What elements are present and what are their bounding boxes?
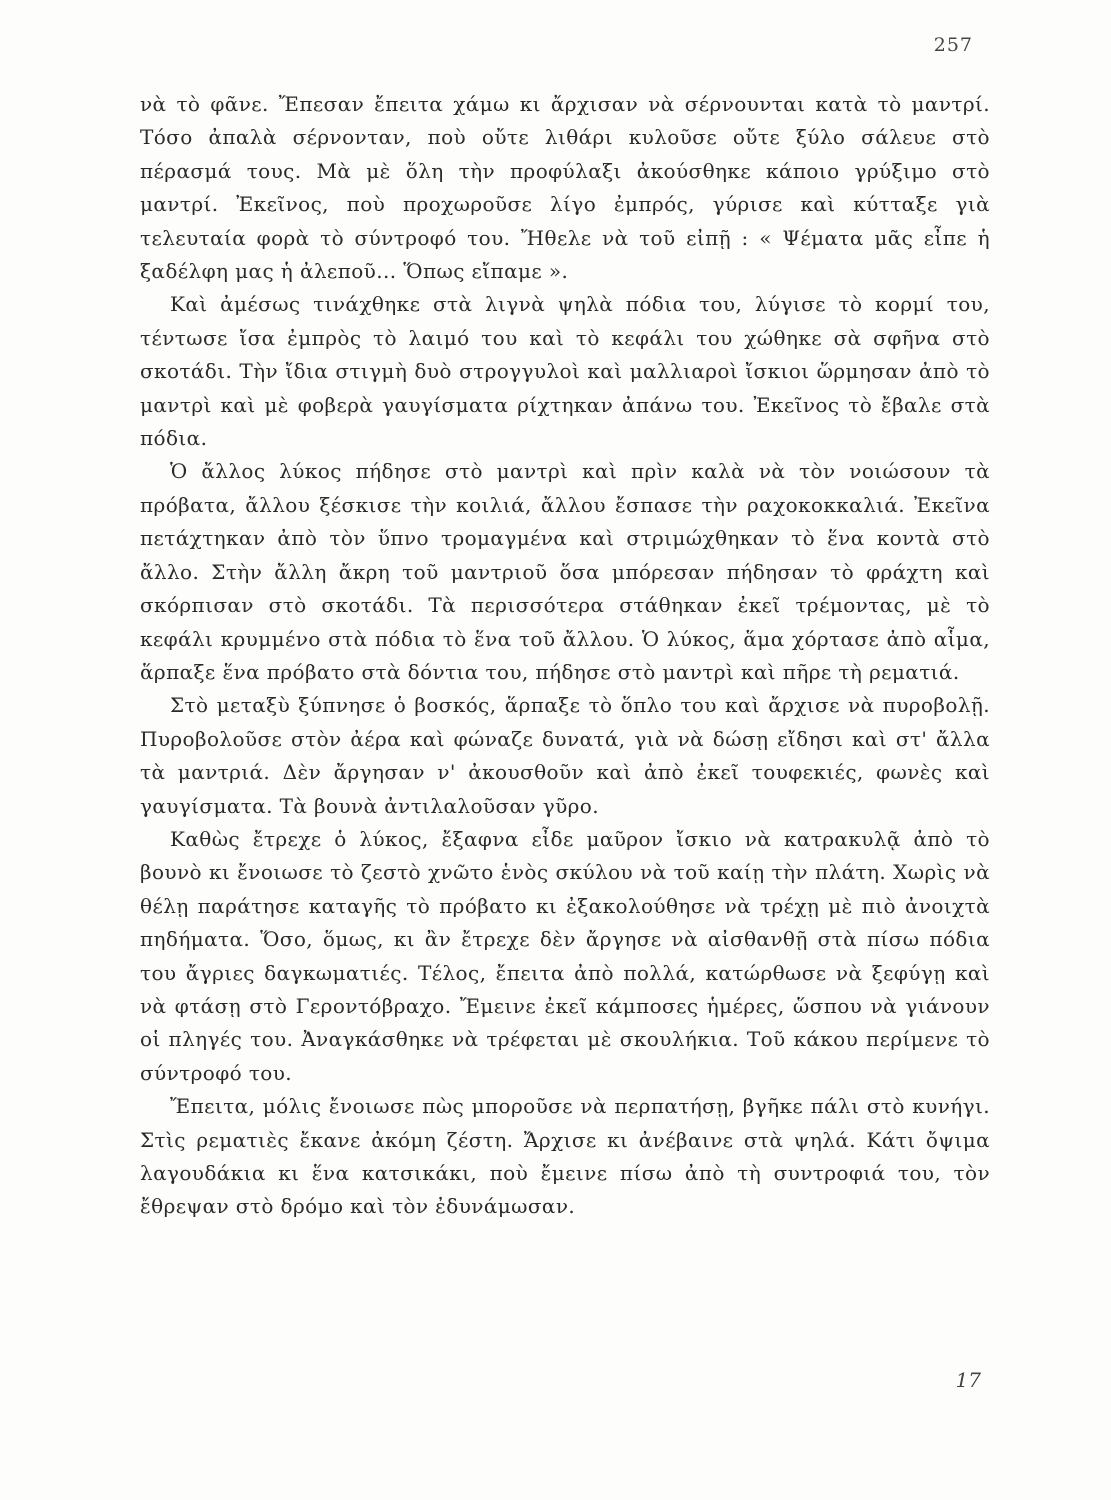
body-text bbox=[140, 88, 990, 1224]
paragraph: Ἔπειτα, μόλις ἔνοιωσε πὼς μποροῦσε νὰ περπατήσῃ, βγῆκε πάλι στὸ κυνήγι. Στὶς ρεματιὲς ἔκανε ἀκόμη ζέστη. Ἄρχισε κι ἀνέβαινε στὰ ψηλά. Κάτι ὄψιμα λαγουδάκια κι ἕνα κατσικάκι, ποὺ ἔμεινε πίσω ἀπὸ τὴ συντροφιά του, τὸν ἔθρεψαν στὸ δρόμο καὶ τὸν ἐδυνάμωσαν. bbox=[140, 1094, 990, 1219]
paragraph: νὰ τὸ φᾶνε. Ἔπεσαν ἔπειτα χάμω κι ἄρχισαν νὰ σέρνουνται κατὰ τὸ μαντρί. Τόσο ἀπαλὰ σέρνονταν, ποὺ οὔτε λιθάρι κυλοῦσε οὔτε ξύλο σάλευε στὸ πέρασμά τους. Μὰ μὲ ὅλη τὴν προφύλαξι ἀκούσθηκε κάποιο γρύξιμο στὸ μαντρί. Ἐκεῖνος, ποὺ προχωροῦσε λίγο ἐμπρός, γύρισε καὶ κύτταξε γιὰ τελευταία φορὰ τὸ σύντροφό του. Ἤθελε νὰ τοῦ εἰπῇ : « Ψέματα μᾶς εἶπε ἡ ξαδέλφη μας ἡ ἀλεποῦ... Ὅπως εἴπαμε ». bbox=[140, 92, 990, 284]
paragraph: Καθὼς ἔτρεχε ὁ λύκος, ἔξαφνα εἶδε μαῦρον ἴσκιο νὰ κατρακυλᾷ ἀπὸ τὸ βουνὸ κι ἔνοιωσε τὸ ζεστὸ χνῶτο ἑνὸς σκύλου νὰ τοῦ καίῃ τὴν πλάτη. Χωρὶς νὰ θέλῃ παράτησε καταγῆς τὸ πρόβατο κι ἐξακολούθησε νὰ τρέχῃ μὲ πιὸ ἀνοιχτὰ πηδήματα. Ὅσο, ὅμως, κι ἂν ἔτρεχε δὲν ἄργησε νὰ αἰσθανθῇ στὰ πίσω πόδια του ἄγριες δαγκωματιές. Τέλος, ἔπειτα ἀπὸ πολλά, κατώρθωσε νὰ ξεφύγῃ καὶ νὰ φτάσῃ στὸ Γεροντόβραχο. Ἔμεινε ἐκεῖ κάμποσες ἡμέρες, ὥσπου νὰ γιάνουν οἱ πληγές του. Ἀναγκάσθηκε νὰ τρέφεται μὲ σκουλήκια. Τοῦ κάκου περίμενε τὸ σύντροφό του. bbox=[140, 826, 990, 1085]
paragraph: Καὶ ἀμέσως τινάχθηκε στὰ λιγνὰ ψηλὰ πόδια του, λύγισε τὸ κορμί του, τέντωσε ἴσα ἐμπρὸς τὸ λαιμό του καὶ τὸ κεφάλι του χώθηκε σὰ σφῆνα στὸ σκοτάδι. Τὴν ἴδια στιγμὴ δυὸ στρογγυλοὶ καὶ μαλλιαροὶ ἴσκιοι ὥρμησαν ἀπὸ τὸ μαντρὶ καὶ μὲ φοβερὰ γαυγίσματα ρίχτηκαν ἀπάνω του. Ἐκεῖνος τὸ ἔβαλε στὰ πόδια. bbox=[140, 292, 990, 451]
page-number: 257 bbox=[933, 34, 973, 56]
paragraph: Ὁ ἄλλος λύκος πήδησε στὸ μαντρὶ καὶ πρὶν καλὰ νὰ τὸν νοιώσουν τὰ πρόβατα, ἄλλου ξέσκισε τὴν κοιλιά, ἄλλου ἔσπασε τὴν ραχοκοκκαλιά. Ἐκεῖνα πετάχτηκαν ἀπὸ τὸν ὕπνο τρομαγμένα καὶ στριμώχθηκαν τὸ ἕνα κοντὰ στὸ ἄλλο. Στὴν ἄλλη ἄκρη τοῦ μαντριοῦ ὅσα μπόρεσαν πήδησαν τὸ φράχτη καὶ σκόρπισαν στὸ σκοτάδι. Τὰ περισσότερα στάθηκαν ἐκεῖ τρέμοντας, μὲ τὸ κεφάλι κρυμμένο στὰ πόδια τὸ ἕνα τοῦ ἄλλου. Ὁ λύκος, ἅμα χόρτασε ἀπὸ αἷμα, ἅρπαξε ἕνα πρόβατο στὰ δόντια του, πήδησε στὸ μαντρὶ καὶ πῆρε τὴ ρεματιά. bbox=[140, 459, 990, 684]
printer-signature-mark: 17 bbox=[955, 1368, 981, 1392]
paragraph: Στὸ μεταξὺ ξύπνησε ὁ βοσκός, ἅρπαξε τὸ ὅπλο του καὶ ἄρχισε νὰ πυροβολῇ. Πυροβολοῦσε στὸν ἀέρα καὶ φώναζε δυνατά, γιὰ νὰ δώσῃ εἴδησι καὶ στ' ἄλλα τὰ μαντριά. Δὲν ἄργησαν ν' ἀκουσθοῦν καὶ ἀπὸ ἐκεῖ τουφεκιές, φωνὲς καὶ γαυγίσματα. Τὰ βουνὰ ἀντιλαλοῦσαν γῦρο. bbox=[140, 693, 990, 818]
